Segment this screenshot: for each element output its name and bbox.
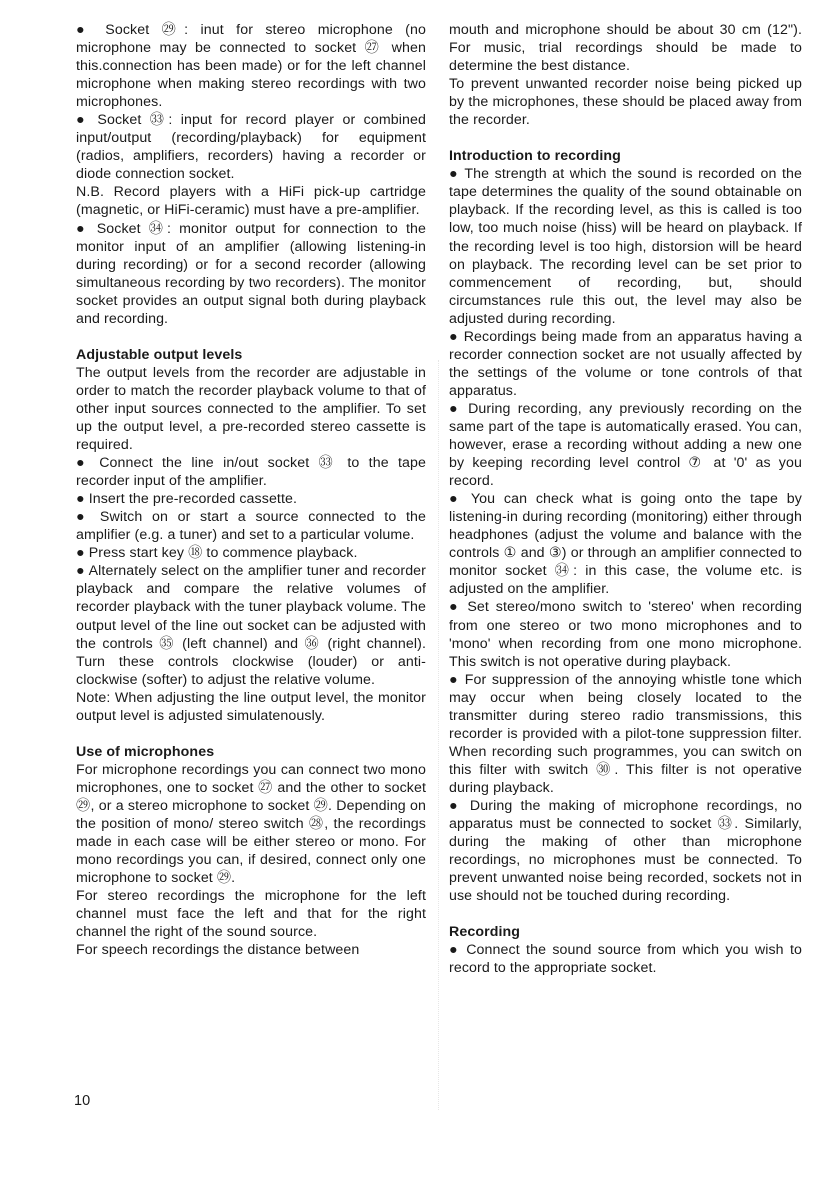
paragraph: ● Insert the pre-recorded cassette. (76, 491, 298, 508)
paragraph: ● You can check what is going onto the tape by listening-in during recording (monitoring) either through headphones (adjust the volume and balance with the controls ① and ③) or through an amplifier connected to monitor socket ㉞: in this case, the volume etc. is adjusted on the amplifier. (449, 491, 802, 598)
spacer (76, 328, 426, 346)
paragraph: ● Connect the sound source from which you wish to record to the appropriate socket. (449, 942, 802, 977)
paragraph: For speech recordings the distance between (76, 942, 360, 959)
paragraph: mouth and microphone should be about 30 cm (12"). For music, trial recordings should be made to determine the best distance. (449, 22, 802, 75)
section-heading-adjustable-output: Adjustable output levels (76, 346, 243, 363)
left-column (76, 21, 426, 959)
paragraph: The output levels from the recorder are adjustable in order to match the recorder playback volume to that of other input sources connected to the amplifier. To set up the output level, a pre-recorded stereo cassette is required. (76, 364, 426, 454)
page-number: 10 (74, 1093, 91, 1109)
right-column (449, 21, 802, 977)
paragraph: ● Socket ㉝: input for record player or combined input/output (recording/playback) for equipment (radios, amplifiers, recorders) having a recorder or diode connection socket. (76, 112, 426, 183)
paragraph: Note: When adjusting the line output level, the monitor output level is adjusted simulatenously. (76, 689, 426, 724)
spacer (449, 905, 802, 923)
paragraph: ● Switch on or start a source connected to the amplifier (e.g. a tuner) and set to a particular volume. (76, 509, 426, 544)
paragraph: ● Press start key ⑱ to commence playback. (76, 545, 358, 562)
section-heading-microphones: Use of microphones (76, 743, 215, 760)
paragraph: ● Set stereo/mono switch to 'stereo' when recording from one stereo or two mono microphones and to 'mono' when recording from one mono microphone. This switch is not operative during playback. (449, 599, 802, 670)
spacer (449, 129, 802, 147)
paragraph: N.B. Record players with a HiFi pick-up cartridge (magnetic, or HiFi-ceramic) must have a pre-amplifier. (76, 184, 426, 219)
paragraph: For microphone recordings you can connect two mono microphones, one to socket ㉗ and the other to socket ㉙, or a stereo microphone to socket ㉙. Depending on the position of mono/ stereo switch ㉘, the recordings made in each case will be either stereo or mono. For mono recordings you can, if desired, connect only one microphone to socket ㉙. (76, 761, 426, 887)
paragraph: ● During the making of microphone recordings, no apparatus must be connected to socket ㉝. Similarly, during the making of other than microphone recordings, no microphones must be connected. To prevent unwanted noise being recorded, sockets not in use should not be touched during recording. (449, 797, 802, 905)
paragraph: ● Recordings being made from an apparatus having a recorder connection socket are not usually affected by the settings of the volume or tone controls of that apparatus. (449, 328, 802, 399)
column-divider (438, 360, 439, 1110)
paragraph: ● For suppression of the annoying whistle tone which may occur when being closely located to the transmitter during stereo radio transmissions, this recorder is provided with a pilot-tone suppression filter. When recording such programmes, you can switch on this filter with switch ㉚. This filter is not operative during playback. (449, 671, 802, 796)
paragraph: ● Socket ㉙: inut for stereo microphone (no microphone may be connected to socket ㉗ when this.connection has been made) or for the left channel microphone when making stereo recordings with two microphones. (76, 22, 426, 111)
section-heading-introduction: Introduction to recording (449, 148, 621, 165)
paragraph: ● Socket ㉞: monitor output for connection to the monitor input of an amplifier (allowing listening-in during recording) or for a second recorder (allowing simultaneous recording by two recorders). The monitor socket provides an output signal both during playback and recording. (76, 220, 426, 327)
paragraph: For stereo recordings the microphone for the left channel must face the left and that for the right channel the right of the sound source. (76, 888, 426, 941)
paragraph: To prevent unwanted recorder noise being picked up by the microphones, these should be placed away from the recorder. (449, 76, 802, 129)
paragraph: ● Connect the line in/out socket ㉝ to the tape recorder input of the amplifier. (76, 455, 426, 490)
paragraph: ● During recording, any previously recording on the same part of the tape is automatically erased. You can, however, erase a recording without adding a new one by keeping recording level control ⑦ at '0' as you record. (449, 400, 802, 490)
spacer (76, 725, 426, 743)
paragraph: ● The strength at which the sound is recorded on the tape determines the quality of the sound obtainable on playback. If the recording level, as this is called is too low, too much noise (hiss) will be heard on playback. If the recording level is too high, distorsion will be heard on playback. The recording level can be set prior to commencement of recording, but, should circumstances rule this out, the level may also be adjusted during recording. (449, 166, 802, 327)
paragraph: ● Alternately select on the amplifier tuner and recorder playback and compare the relative volumes of recorder playback with the tuner playback volume. The output level of the line out socket can be adjusted with the controls ㉟ (left channel) and ㊱ (right channel). Turn these controls clockwise (louder) or anti-clockwise (softer) to adjust the relative volume. (76, 563, 426, 688)
section-heading-recording: Recording (449, 924, 521, 941)
